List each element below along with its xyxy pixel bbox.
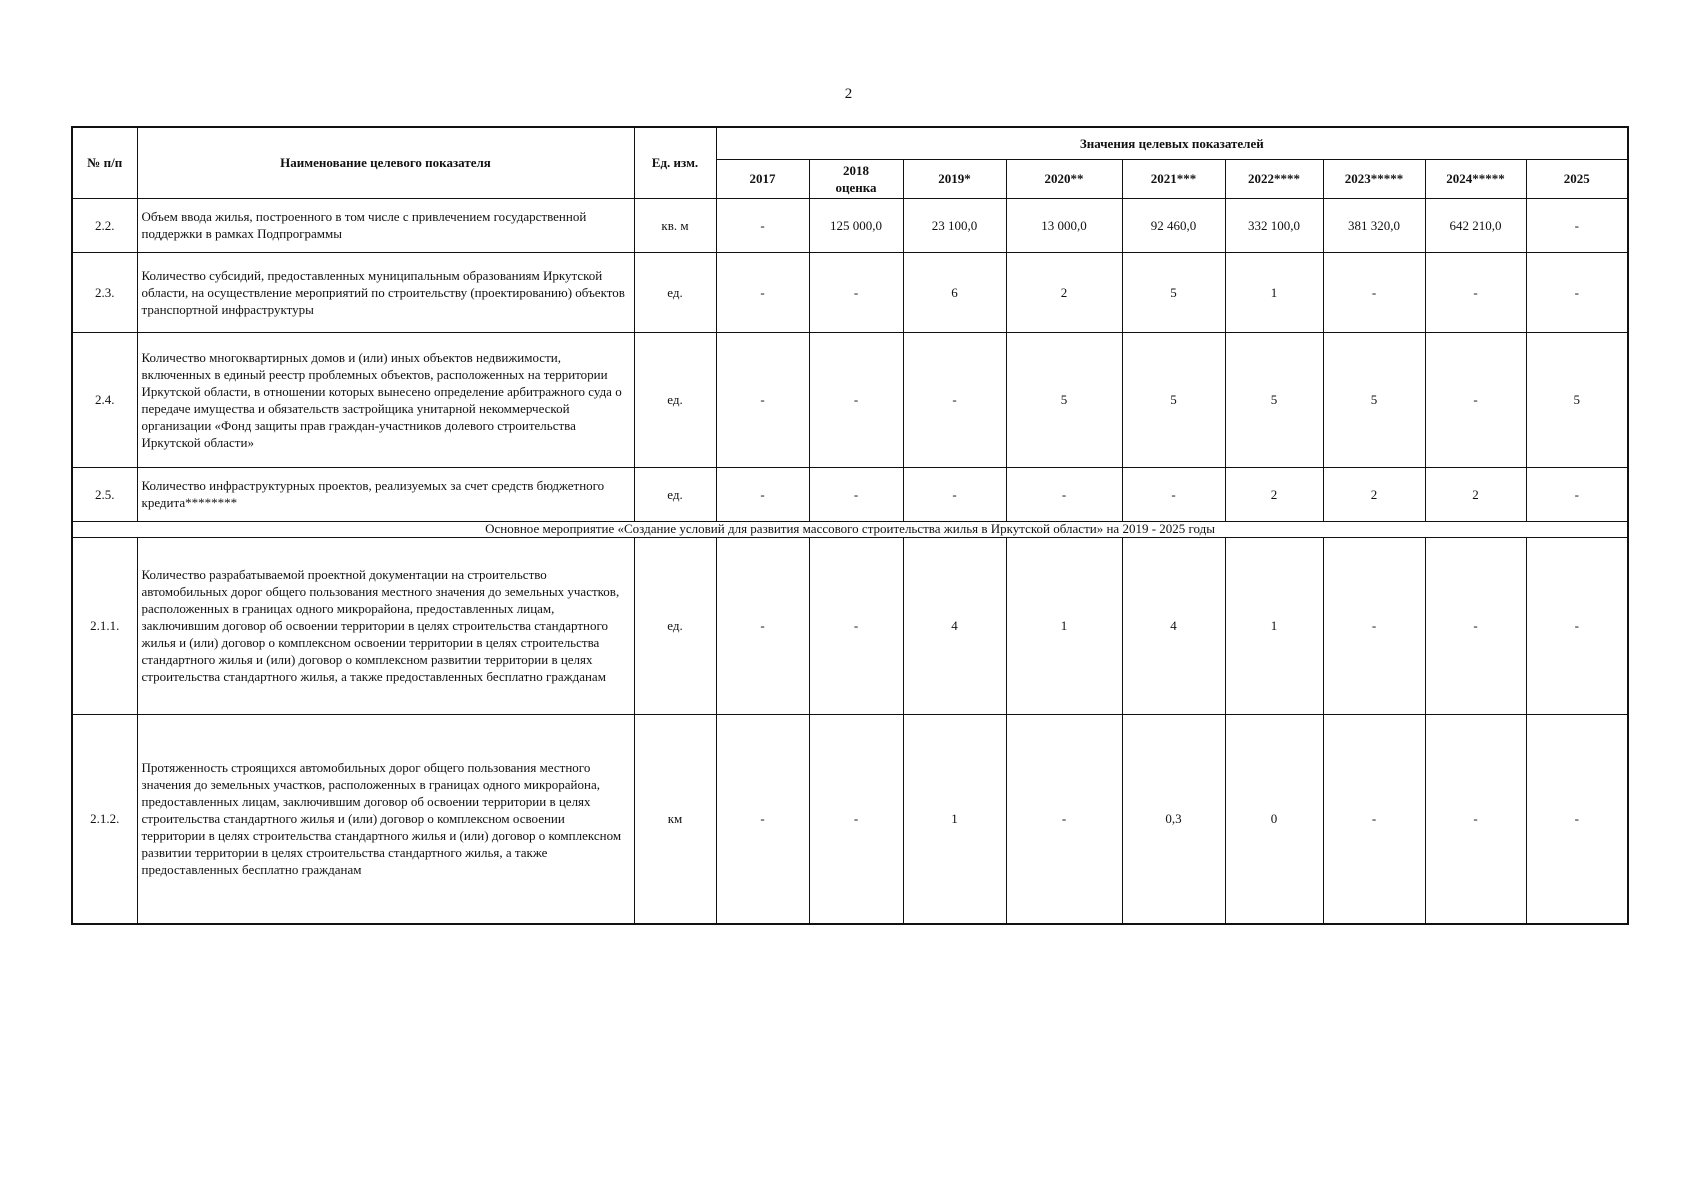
row-value: - (903, 467, 1006, 521)
header-unit: Ед. изм. (634, 127, 716, 198)
row-value: 92 460,0 (1122, 198, 1225, 252)
row-value: 4 (1122, 537, 1225, 714)
row-value: 5 (1323, 332, 1425, 467)
header-year-label: 2023***** (1344, 171, 1404, 186)
row-value: 2 (1323, 467, 1425, 521)
table-row (72, 198, 1628, 252)
row-unit: ед. (634, 252, 716, 332)
header-year-label: 2025 (1563, 171, 1590, 186)
header-year-sub: оценка (835, 179, 877, 195)
header-row-top (72, 127, 1628, 159)
row-number: 2.3. (72, 252, 137, 332)
row-value: 13 000,0 (1006, 198, 1122, 252)
section-title: Основное мероприятие «Создание условий для развития массового строительства жилья в Иркутской области» на 2019 - 2025 годы (72, 521, 1628, 537)
header-year (1006, 159, 1122, 198)
row-value: - (716, 714, 809, 924)
section-row (72, 521, 1628, 537)
row-value: - (1122, 467, 1225, 521)
row-name: Количество субсидий, предоставленных муниципальным образованиям Иркутской области, на осуществление мероприятий по строительству (проектированию) объектов транспортной инфраструктуры (137, 252, 634, 332)
row-value: - (1425, 714, 1526, 924)
row-value: - (716, 252, 809, 332)
header-year (1122, 159, 1225, 198)
row-value: 6 (903, 252, 1006, 332)
header-year (1425, 159, 1526, 198)
row-value: - (809, 714, 903, 924)
row-value: - (1526, 467, 1628, 521)
header-year-label: 2018 (843, 162, 869, 178)
row-value: - (1425, 332, 1526, 467)
row-value: 1 (1006, 537, 1122, 714)
row-value: - (716, 332, 809, 467)
row-value: 381 320,0 (1323, 198, 1425, 252)
table-row (72, 537, 1628, 714)
row-value: 5 (1526, 332, 1628, 467)
row-value: 1 (903, 714, 1006, 924)
row-number: 2.1.1. (72, 537, 137, 714)
header-year-label: 2022**** (1248, 171, 1300, 186)
row-value: - (903, 332, 1006, 467)
header-values: Значения целевых показателей (716, 127, 1628, 159)
row-value: 642 210,0 (1425, 198, 1526, 252)
header-year (1225, 159, 1323, 198)
row-value: - (1425, 252, 1526, 332)
row-value: - (809, 467, 903, 521)
row-value: 332 100,0 (1225, 198, 1323, 252)
row-name: Протяженность строящихся автомобильных дорог общего пользования местного значения до земельных участков, расположенных в границах одного микрорайона, предоставленных лицам, заключившим договор об освоении территории в целях строительства стандартного жилья и (или) договор о комплексном освоении территории в целях строительства стандартного жилья и (или) договор о комплексном развитии территории в целях строительства стандартного жилья, а также предоставленных бесплатно гражданам (137, 714, 634, 924)
row-value: 5 (1122, 252, 1225, 332)
row-value: 125 000,0 (809, 198, 903, 252)
row-value: - (1006, 467, 1122, 521)
row-value: 5 (1225, 332, 1323, 467)
row-value: 5 (1006, 332, 1122, 467)
row-value: - (1526, 252, 1628, 332)
row-name: Количество разрабатываемой проектной документации на строительство автомобильных дорог общего пользования местного значения до земельных участков, расположенных в границах одного микрорайона, предоставленных лицам, заключившим договор об освоении территории в целях строительства стандартного жилья и (или) договор о комплексном освоении территории в целях строительства стандартного жилья и (или) договор о комплексном развитии территории в целях строительства стандартного жилья, а также предоставленных бесплатно гражданам (137, 537, 634, 714)
row-value: - (1323, 252, 1425, 332)
row-number: 2.4. (72, 332, 137, 467)
row-number: 2.2. (72, 198, 137, 252)
row-value: - (1526, 198, 1628, 252)
row-value: - (809, 332, 903, 467)
row-value: 23 100,0 (903, 198, 1006, 252)
header-year-label: 2020** (1044, 171, 1084, 186)
table-row (72, 467, 1628, 521)
row-value: - (1425, 537, 1526, 714)
row-value: 0,3 (1122, 714, 1225, 924)
row-value: - (1323, 714, 1425, 924)
row-value: 5 (1122, 332, 1225, 467)
indicators-table (71, 126, 1629, 925)
row-name: Количество инфраструктурных проектов, реализуемых за счет средств бюджетного кредита******** (137, 467, 634, 521)
row-value: - (1006, 714, 1122, 924)
row-value: - (809, 252, 903, 332)
row-name: Количество многоквартирных домов и (или) иных объектов недвижимости, включенных в единый реестр проблемных объектов, расположенных на территории Иркутской области, в отношении которых вынесено определение арбитражного суда о передаче имущества и обязательств застройщика унитарной некоммерческой организации «Фонд защиты прав граждан-участников долевого строительства Иркутской области» (137, 332, 634, 467)
row-value: - (1526, 537, 1628, 714)
row-value: - (716, 467, 809, 521)
header-year (1526, 159, 1628, 198)
header-year-label: 2024***** (1446, 171, 1505, 186)
row-value: - (1323, 537, 1425, 714)
row-value: 2 (1425, 467, 1526, 521)
header-year-label: 2019* (938, 171, 971, 186)
row-value: 1 (1225, 252, 1323, 332)
row-value: - (716, 537, 809, 714)
row-unit: км (634, 714, 716, 924)
header-name: Наименование целевого показателя (137, 127, 634, 198)
table-row (72, 714, 1628, 924)
header-year-label: 2021*** (1150, 171, 1197, 186)
row-unit: кв. м (634, 198, 716, 252)
table-body (72, 198, 1628, 924)
row-unit: ед. (634, 332, 716, 467)
row-value: 2 (1006, 252, 1122, 332)
header-num: № п/п (72, 127, 137, 198)
row-value: 2 (1225, 467, 1323, 521)
row-value: 4 (903, 537, 1006, 714)
row-value: - (809, 537, 903, 714)
row-number: 2.1.2. (72, 714, 137, 924)
row-value: - (716, 198, 809, 252)
header-year (809, 159, 903, 198)
table-row (72, 332, 1628, 467)
header-year (903, 159, 1006, 198)
header-year-label: 2017 (749, 171, 776, 186)
row-name: Объем ввода жилья, построенного в том числе с привлечением государственной поддержки в рамках Подпрограммы (137, 198, 634, 252)
row-value: 1 (1225, 537, 1323, 714)
row-unit: ед. (634, 537, 716, 714)
header-year (1323, 159, 1425, 198)
table-row (72, 252, 1628, 332)
row-value: - (1526, 714, 1628, 924)
header-year (716, 159, 809, 198)
page-number: 2 (844, 86, 853, 102)
row-value: 0 (1225, 714, 1323, 924)
row-unit: ед. (634, 467, 716, 521)
row-number: 2.5. (72, 467, 137, 521)
